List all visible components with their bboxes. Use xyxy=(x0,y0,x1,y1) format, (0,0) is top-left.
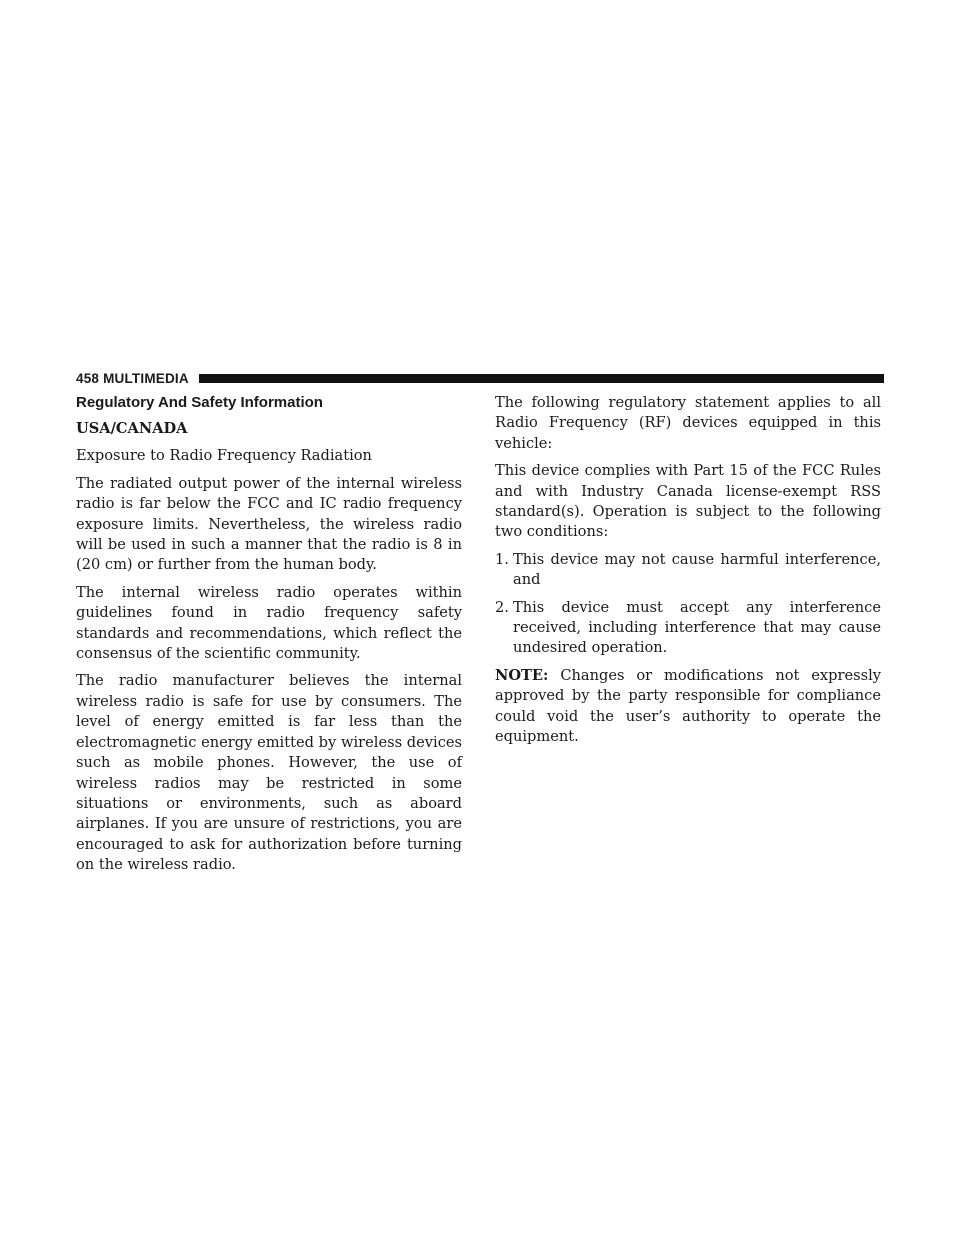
right-column xyxy=(495,393,881,755)
paragraph: Exposure to Radio Frequency Radiation xyxy=(76,447,372,465)
section-name: MULTIMEDIA xyxy=(103,370,189,386)
paragraph: The internal wireless radio operates within guidelines found in radio frequency safety standards and recommendations, which reflect the consensus of the scientific community. xyxy=(76,583,462,663)
note-paragraph xyxy=(495,666,881,748)
left-column xyxy=(76,393,462,883)
page-header xyxy=(76,370,884,386)
paragraph: This device complies with Part 15 of the FCC Rules and with Industry Canada license-exempt RSS standard(s). Operation is subject to the following two conditions: xyxy=(495,462,881,541)
list-item xyxy=(495,598,881,659)
list-number: 1. xyxy=(495,550,509,568)
header-rule xyxy=(199,374,884,383)
section-title: Regulatory And Safety Information xyxy=(76,394,323,411)
paragraph: The radio manufacturer believes the internal wireless radio is safe for use by consumers. The level of energy emitted is far less than the electromagnetic energy emitted by wireless devices such as mobile phones. However, the use of wireless radios may be restricted in some situations or environments, such as aboard airplanes. If you are unsure of restrictions, you are encouraged to ask for authorization before turning on the wireless radio. xyxy=(76,672,462,874)
list-number: 2. xyxy=(495,598,509,616)
page-header-label xyxy=(76,371,189,386)
note-label: NOTE: xyxy=(495,666,549,684)
paragraph: The radiated output power of the internal wireless radio is far below the FCC and IC radio frequency exposure limits. Nevertheless, the wireless radio will be used in such a manner that the radio is 8 in (20 cm) or further from the human body. xyxy=(76,474,462,574)
paragraph: The following regulatory statement applies to all Radio Frequency (RF) devices equipped in this vehicle: xyxy=(495,394,881,452)
subheading: USA/CANADA xyxy=(76,420,188,437)
list-item xyxy=(495,550,881,591)
page-number: 458 xyxy=(76,370,100,386)
list-text: This device may not cause harmful interference, and xyxy=(513,550,881,589)
list-text: This device must accept any interference received, including interference that may cause undesired operation. xyxy=(513,598,881,657)
note-text: Changes or modifications not expressly approved by the party responsible for compliance could void the user’s authority to operate the equipment. xyxy=(495,666,881,746)
